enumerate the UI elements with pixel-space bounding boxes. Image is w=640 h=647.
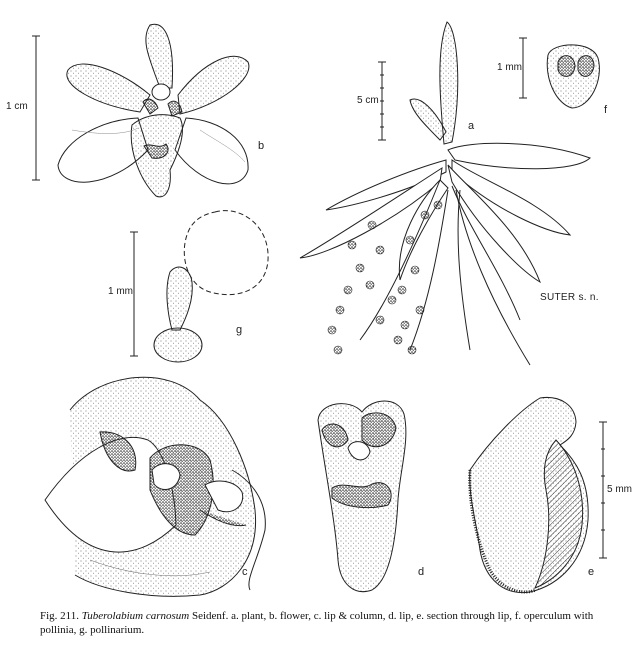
figure-letter-c: c: [242, 566, 248, 578]
caption-prefix: Fig. 211.: [40, 610, 80, 622]
drawing-e-section: [470, 397, 588, 592]
figure-letter-e: e: [588, 566, 595, 578]
scale-label-g: 1 mm: [108, 286, 133, 297]
collector-label: SUTER s. n.: [540, 292, 599, 303]
scale-bar-a: [378, 62, 386, 140]
drawing-f-operculum: [547, 45, 599, 108]
figure-letter-f: f: [604, 104, 608, 116]
caption-text: Seidenf. a. plant, b. flower, c. lip & column, d. lip, e. section through lip, f. operculum with pollinia, g. pollinarium.: [40, 610, 594, 636]
drawing-a-plant: [300, 22, 590, 365]
figure-letter-a: a: [468, 120, 475, 132]
figure-letter-g: g: [236, 324, 243, 336]
figure-caption: [40, 609, 630, 637]
drawing-d-lip: [318, 401, 406, 592]
drawing-g-pollinarium: [154, 211, 268, 362]
drawing-b-flower: [58, 24, 249, 197]
figure-letter-b: b: [258, 140, 265, 152]
scale-bar-b: [32, 36, 40, 180]
figure-letter-d: d: [418, 566, 425, 578]
scale-label-f: 1 mm: [497, 62, 522, 73]
scale-label-e: 5 mm: [607, 484, 632, 495]
caption-species: Tuberolabium carnosum: [81, 610, 190, 622]
scale-bar-e: [599, 422, 607, 558]
drawing-c-lip-column: [45, 377, 265, 596]
scale-label-a: 5 cm: [357, 95, 379, 106]
scale-label-b: 1 cm: [6, 101, 28, 112]
